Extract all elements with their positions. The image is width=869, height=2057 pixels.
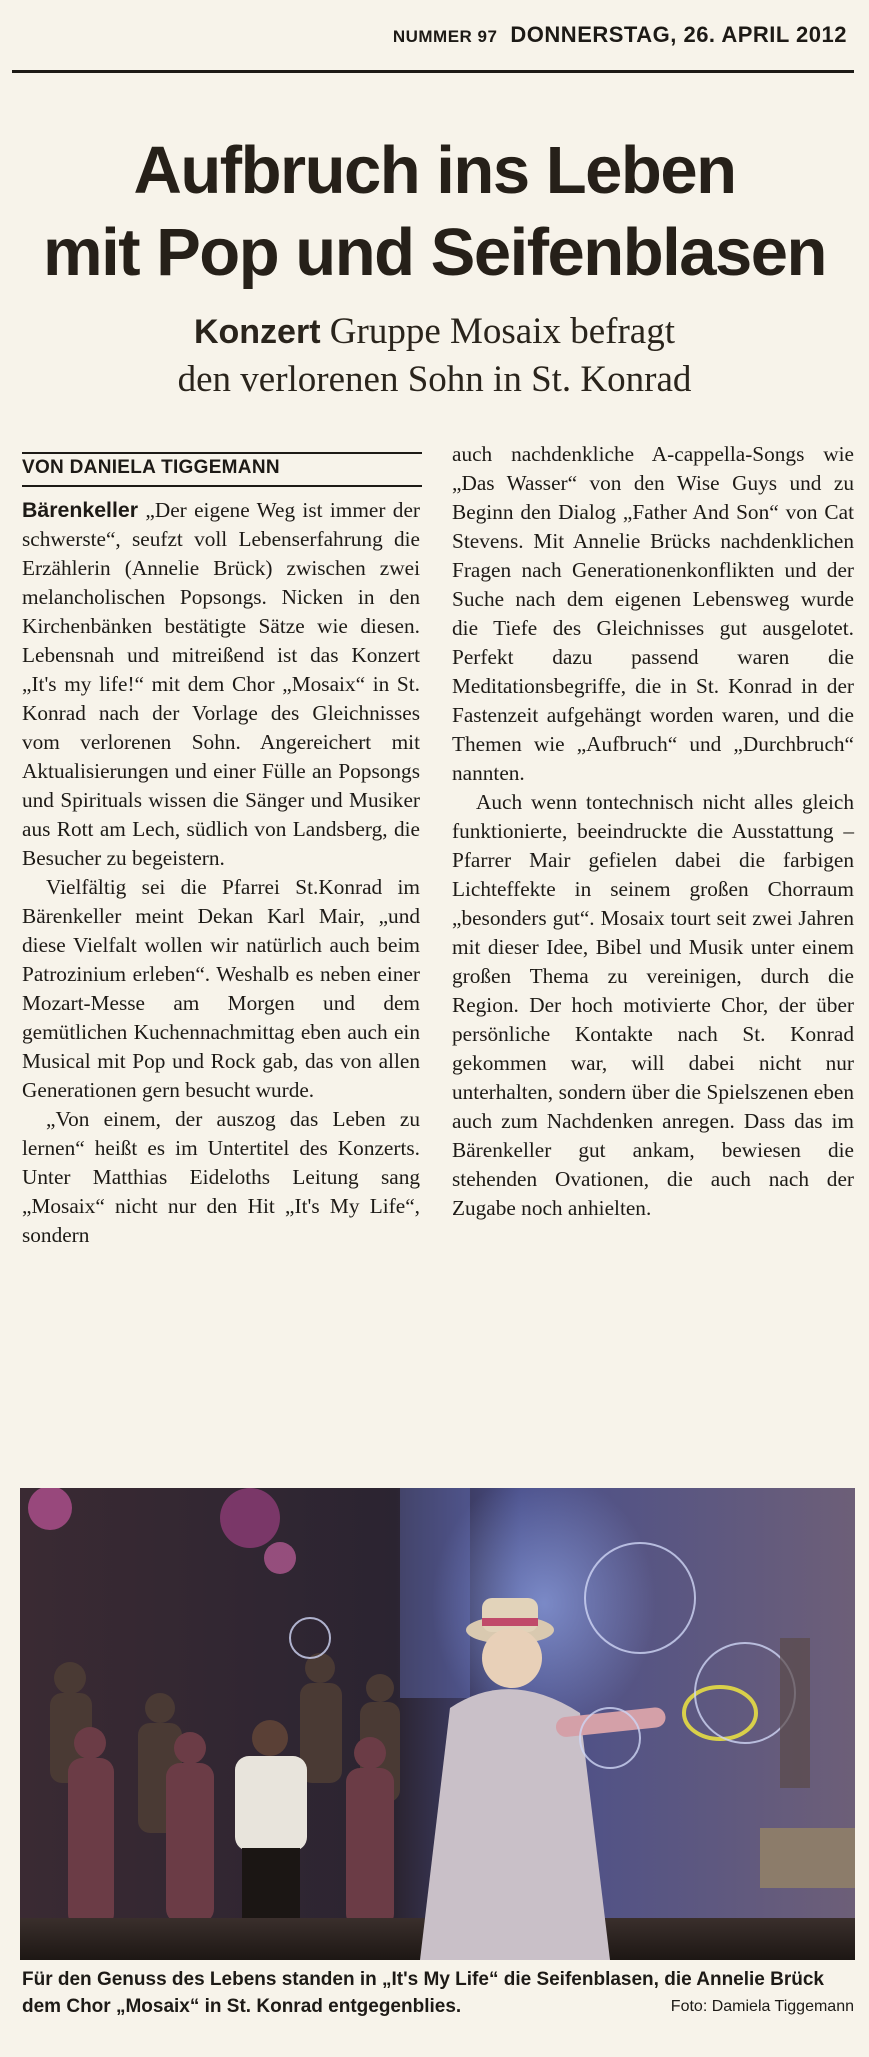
header-rule [12, 70, 854, 73]
photo-illustration [20, 1488, 855, 1960]
headline-line-1: Aufbruch ins Leben [133, 133, 736, 208]
dateline [393, 22, 847, 48]
photo-credit: Foto: Damiela Tiggemann [670, 1998, 854, 2015]
issue-date: DONNERSTAG, 26. APRIL 2012 [510, 22, 847, 47]
issue-number: NUMMER 97 [392, 27, 498, 46]
caption-text: Für den Genuss des Lebens standen in „It's My Life“ die Seifenblasen, die Annelie Brück dem Chor „Mosaix“ in St. Konrad entgegenblies. [22, 1969, 824, 2017]
subhead-line-2: den verlorenen Sohn in St. Konrad [177, 359, 692, 400]
article-column-1 [22, 496, 420, 1250]
paragraph: Vielfältig sei die Pfarrei St.Konrad im Bärenkeller meint Dekan Karl Mair, „und diese Vielfalt wollen wir natürlich auch beim Patrozinium erleben“. Weshalb es neben einer Mozart-Messe am Morgen und dem gemütlichen Kuchennachmittag eben auch ein Musical mit Pop und Rock gab, das von allen Generationen gern besucht wurde. [22, 875, 420, 1102]
paragraph: Auch wenn tontechnisch nicht alles gleich funktionierte, beeindruckte die Ausstattung – Pfarrer Mair gefielen dabei die farbigen Lichteffekte in seinem großen Chorraum „besonders gut“. Mosaix tourt seit zwei Jahren mit dieser Idee, Bibel und Musik unter einem großen Thema zu vereinigen, durch die Region. Der hoch motivierte Chor, der über persönliche Kontakte nach St. Konrad gekommen war, will dabei nicht nur unterhalten, sondern über die Spielszenen eben auch zum Nachdenken anregen. Dass das im Bärenkeller gut ankam, bewiesen die stehenden Ovationen, die auch nach der Zugabe noch anhielten. [452, 790, 854, 1220]
subhead-line-1: Gruppe Mosaix befragt [329, 311, 676, 352]
paragraph: „Von einem, der auszog das Leben zu lernen“ heißt es im Untertitel des Konzerts. Unter Matthias Eideloths Leitung sang „Mosaix“ nicht nur den Hit „It's My Life“, sondern [22, 1107, 420, 1247]
dateline-locator: Bärenkeller [22, 498, 139, 522]
paragraph [22, 496, 420, 873]
article-column-2 [452, 440, 854, 1223]
byline: VON DANIELA TIGGEMANN [22, 452, 422, 487]
headline-line-2: mit Pop und Seifenblasen [43, 215, 826, 290]
paragraph-text: „Der eigene Weg ist immer der schwerste“, seufzt voll Lebenserfahrung die Erzählerin (Annelie Brück) zwischen zwei melancholischen Popsongs. Nicken in den Kirchenbänken bestätigte Sätze wie diesen. Lebensnah und mitreißend ist das Konzert „It's my life!“ mit dem Chor „Mosaix“ in St. Konrad nach der Vorlage des Gleichnisses vom verlorenen Sohn. Angereichert mit Aktualisierungen und einer Fülle an Popsongs und Spirituals wissen die Sänger und Musiker aus Rott am Lech, südlich von Landsberg, die Besucher zu begeistern. [22, 498, 420, 870]
subheadline [12, 308, 857, 404]
kicker: Konzert [193, 313, 321, 351]
photo-caption [22, 1966, 854, 2020]
concert-photo [20, 1488, 855, 1960]
headline [12, 130, 857, 294]
paragraph: auch nachdenkliche A-cappella-Songs wie „Das Wasser“ von den Wise Guys und zu Beginn den Dialog „Father And Son“ von Cat Stevens. Mit Annelie Brücks nachdenklichen Fragen nach Generationenkonflikten und der Suche nach dem eigenen Lebensweg wurde die Tiefe des Gleichnisses gut ausgelotet. Perfekt dazu passend waren die Meditationsbegriffe, die in St. Konrad in der Fastenzeit aufgehängt worden waren, und die Themen wie „Aufbruch“ und „Durchbruch“ nannten. [452, 442, 854, 785]
